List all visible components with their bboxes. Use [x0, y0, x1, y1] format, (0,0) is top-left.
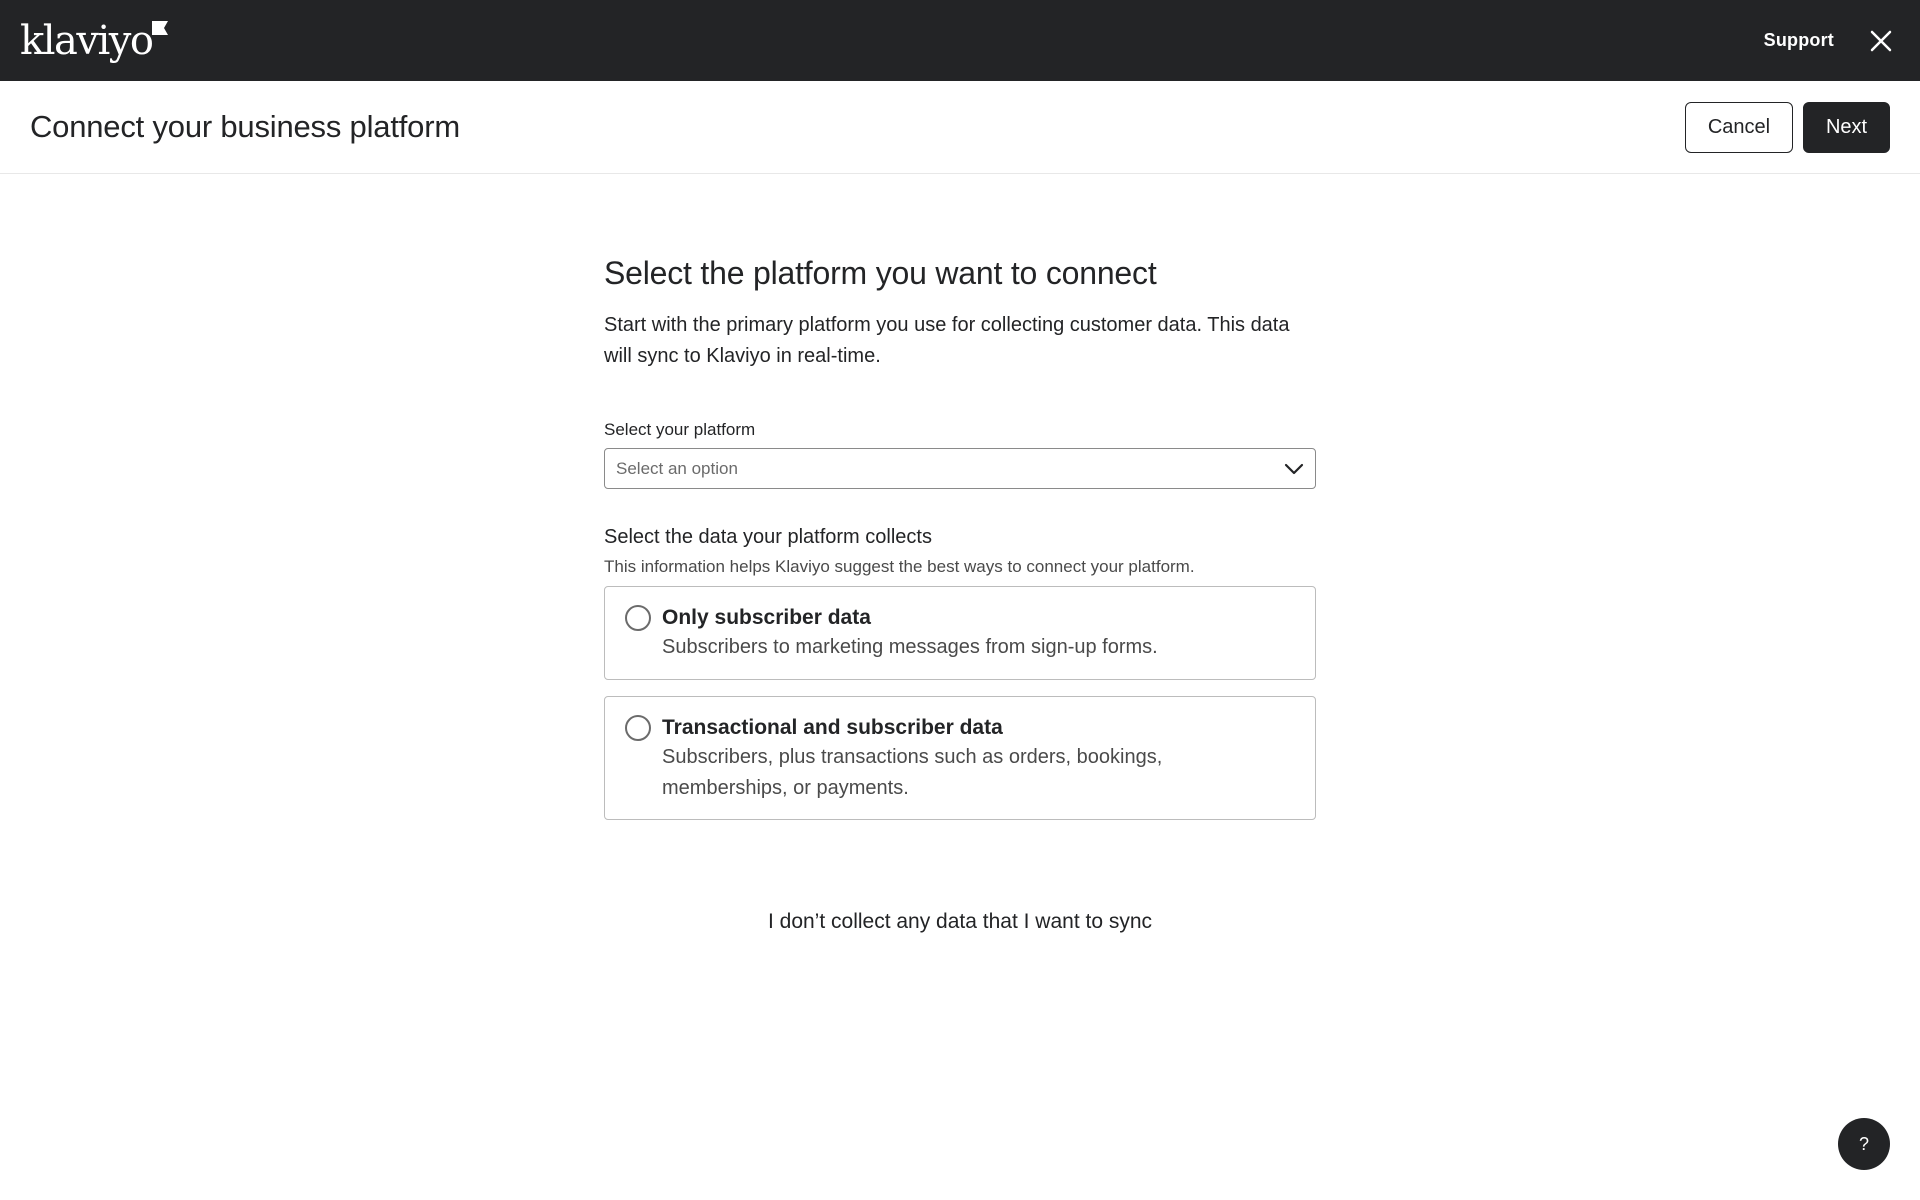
platform-field-label: Select your platform	[604, 420, 756, 439]
logo-text: klaviyo	[20, 17, 153, 64]
option-transactional-data[interactable]	[604, 696, 1316, 820]
header-actions	[1685, 102, 1890, 153]
page-title: Connect your business platform	[30, 109, 460, 144]
option-title: Only subscriber data	[662, 606, 871, 629]
radio-button[interactable]	[625, 605, 651, 631]
section-title: Select the platform you want to connect	[604, 255, 1157, 291]
platform-select[interactable]	[604, 448, 1316, 489]
option-text	[662, 715, 1222, 804]
page-header	[0, 81, 1920, 174]
chevron-down-icon	[1284, 463, 1304, 475]
help-button[interactable]: ?	[1838, 1118, 1890, 1170]
data-group-label: Select the data your platform collects	[604, 526, 932, 548]
cancel-button[interactable]: Cancel	[1685, 102, 1793, 153]
option-description: Subscribers to marketing messages from sign-up forms.	[662, 636, 1158, 658]
close-button[interactable]	[1864, 24, 1898, 58]
option-subscriber-data[interactable]	[604, 586, 1316, 680]
flag-icon	[152, 21, 168, 35]
data-group-help: This information helps Klaviyo suggest the best ways to connect your platform.	[604, 557, 1195, 576]
option-text	[662, 605, 1222, 663]
no-data-link[interactable]: I don’t collect any data that I want to sync	[767, 910, 1153, 933]
top-bar-actions	[1764, 24, 1898, 58]
radio-button[interactable]	[625, 715, 651, 741]
platform-form	[604, 255, 1316, 933]
option-title: Transactional and subscriber data	[662, 716, 1003, 739]
option-description: Subscribers, plus transactions such as orders, bookings, memberships, or payments.	[662, 746, 1163, 799]
section-description: Start with the primary platform you use for collecting customer data. This data will sync to Klaviyo in real-time.	[604, 314, 1290, 367]
platform-select-placeholder: Select an option	[616, 458, 738, 478]
support-link[interactable]: Support	[1763, 30, 1834, 50]
klaviyo-logo[interactable]	[20, 17, 168, 65]
close-icon	[1870, 30, 1892, 52]
top-bar	[0, 0, 1920, 81]
next-button[interactable]: Next	[1803, 102, 1890, 153]
